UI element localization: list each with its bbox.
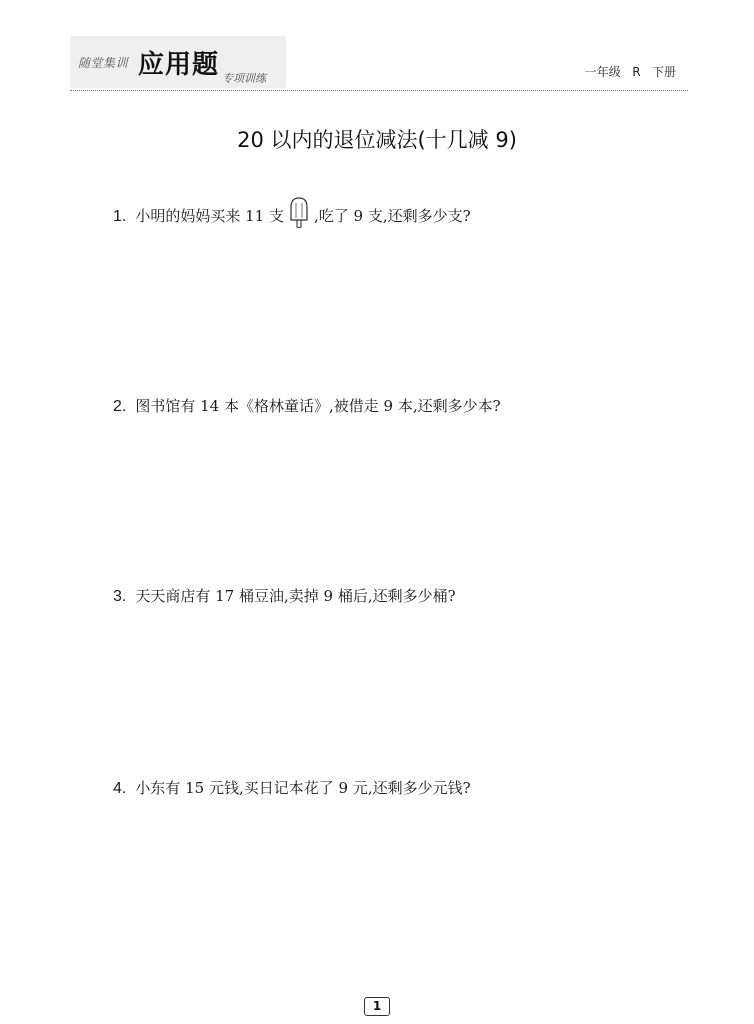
question-text: 图书馆有 14 本《格林童话》,被借走 9 本,还剩多少本? — [135, 397, 501, 415]
header-divider — [70, 90, 688, 91]
grade-label: 一年级 R 下册 — [584, 65, 676, 79]
question-number: 1. — [113, 208, 127, 225]
question-text: 小明的妈妈买来 11 支 — [135, 207, 284, 225]
page-title: 20 以内的退位减法(十几减 9) — [237, 128, 517, 152]
question-text-cont: ,吃了 9 支,还剩多少支? — [313, 207, 471, 225]
logo-sub-text: 专项训练 — [222, 72, 266, 85]
question-1 — [113, 195, 471, 229]
question-number: 2. — [113, 398, 127, 415]
popsicle-icon — [286, 195, 312, 229]
question-2 — [113, 395, 501, 416]
question-text: 天天商店有 17 桶豆油,卖掉 9 桶后,还剩多少桶? — [135, 587, 456, 605]
question-number: 3. — [113, 588, 127, 605]
question-3 — [113, 585, 456, 606]
logo-main-text: 应用题 — [138, 50, 220, 80]
page-number: 1 — [364, 997, 390, 1016]
logo-series-text: 随堂集训 — [78, 56, 129, 70]
question-number: 4. — [113, 780, 127, 797]
series-logo — [70, 36, 286, 88]
question-text: 小东有 15 元钱,买日记本花了 9 元,还剩多少元钱? — [135, 779, 471, 797]
question-4 — [113, 777, 471, 798]
